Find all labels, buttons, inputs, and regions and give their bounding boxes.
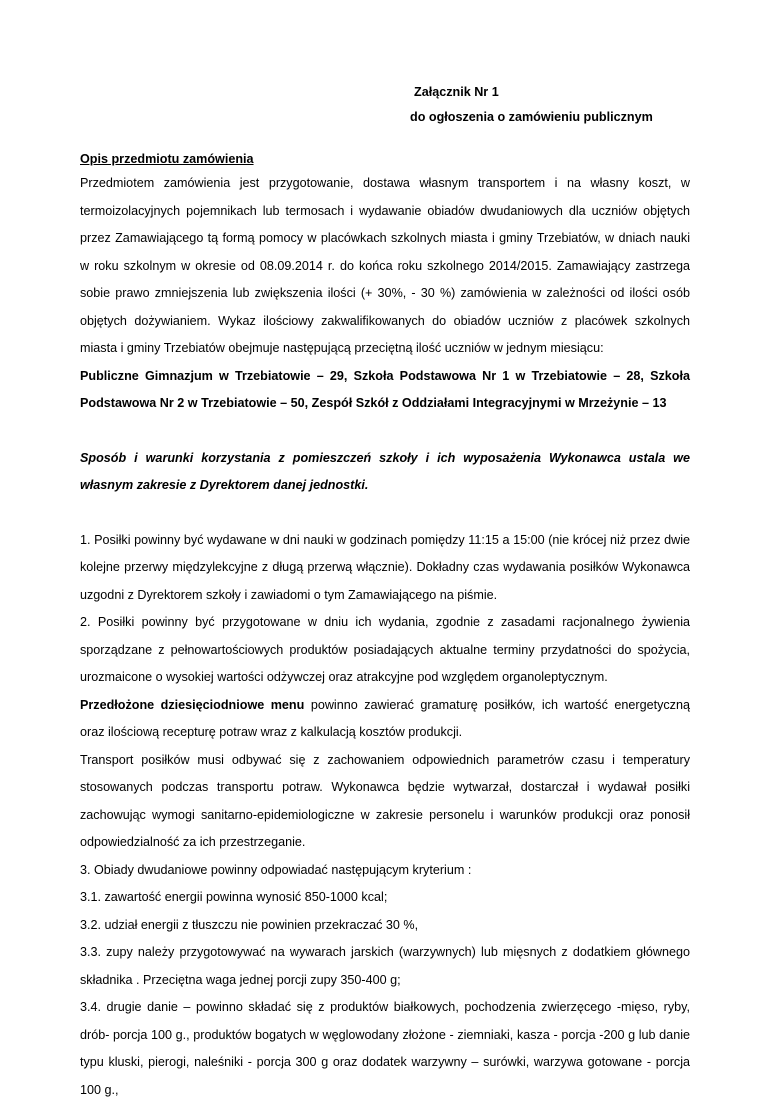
- schools-list: Publiczne Gimnazjum w Trzebiatowie – 29, Szkoła Podstawowa Nr 1 w Trzebiatowie – 28, Szkoła Podstawowa Nr 2 w Trzebiatowie – 50, Zespół Szkół z Oddziałami Integracyjnymi w Mrzeżynie – 13: [80, 368, 690, 410]
- menu-bold-text: Przedłożone dziesięciodniowe menu: [80, 697, 305, 712]
- paragraph-3-4: 3.4. drugie danie – powinno składać się z produktów białkowych, pochodzenia zwierzęcego -mięso, ryby, drób- porcja 100 g., produktów bogatych w węglowodany złożone - ziemniaki, kasza - porcja -200 g lub danie typu kluski, pierogi, naleśniki - porcja 300 g oraz dodatek warzywny – surówki, warzywa gotowane - porcja 100 g.,: [80, 1000, 690, 1097]
- intro-paragraph: Przedmiotem zamówienia jest przygotowanie, dostawa własnym transportem i na własny koszt, w termoizolacyjnych pojemnikach lub termosach i wydawanie obiadów dwudaniowych dla uczniów objętych przez Zamawiającego tą formą pomocy w placówkach szkolnych miasta i gminy Trzebiatów, w dniach nauki w roku szkolnym w okresie od 08.09.2014 r. do końca roku szkolnego 2014/2015. Zamawiający zastrzega sobie prawo zmniejszenia lub zwiększenia ilości (+ 30%, - 30 %) zamówienia w zależności od ilości osób objętych dożywianiem. Wykaz ilościowy zakwalifikowanych do obiadów uczniów z placówek szkolnych miasta i gminy Trzebiatów obejmuje następującą przeciętną ilość uczniów w jednym miesiącu:: [80, 176, 690, 355]
- premises-paragraph: Sposób i warunki korzystania z pomieszczeń szkoły i ich wyposażenia Wykonawca ustala we własnym zakresie z Dyrektorem danej jednostki.: [80, 450, 690, 492]
- paragraph-3: 3. Obiady dwudaniowe powinny odpowiadać następującym kryterium :: [80, 862, 472, 877]
- paragraph-3-2: 3.2. udział energii z tłuszczu nie powinien przekraczać 30 %,: [80, 917, 419, 932]
- paragraph-2: 2. Posiłki powinny być przygotowane w dniu ich wydania, zgodnie z zasadami racjonalnego żywienia sporządzane z pełnowartościowych produktów posiadających aktualne terminy przydatności do spożycia, urozmaicone o wysokiej wartości odżywczej oraz atrakcyjne pod względem organoleptycznym.: [80, 615, 690, 684]
- menu-paragraph: [80, 692, 690, 747]
- attachment-number: Załącznik Nr 1: [414, 85, 499, 99]
- section-title: Opis przedmiotu zamówienia: [80, 152, 254, 166]
- document-body: [80, 170, 690, 1104]
- paragraph-3-3: 3.3. zupy należy przygotowywać na wywarach jarskich (warzywnych) lub mięsnych z dodatkiem głównego składnika . Przeciętna waga jednej porcji zupy 350-400 g;: [80, 945, 690, 987]
- announcement-reference: do ogłoszenia o zamówieniu publicznym: [410, 110, 653, 124]
- menu-text: powinno zawierać gramaturę posiłków, ich wartość energetyczną oraz ilościową recepturę potraw wraz z kalkulacją kosztów produkcji.: [80, 697, 690, 739]
- transport-paragraph: Transport posiłków musi odbywać się z zachowaniem odpowiednich parametrów czasu i temperatury stosowanych podczas transportu potraw. Wykonawca będzie wytwarzał, dostarczał i wydawał posiłki zachowując wymogi sanitarno-epidemiologiczne w zakresie personelu i warunków produkcji oraz ponosił odpowiedzialność za ich przestrzeganie.: [80, 752, 690, 849]
- paragraph-3-1: 3.1. zawartość energii powinna wynosić 850-1000 kcal;: [80, 890, 388, 904]
- paragraph-1: 1. Posiłki powinny być wydawane w dni nauki w godzinach pomiędzy 11:15 a 15:00 (nie krócej niż przez dwie kolejne przerwy międzylekcyjne z długą przerwą włącznie). Dokładny czas wydawania posiłków Wykonawca uzgodni z Dyrektorem szkoły i zawiadomi o tym Zamawiającego na piśmie.: [80, 532, 690, 602]
